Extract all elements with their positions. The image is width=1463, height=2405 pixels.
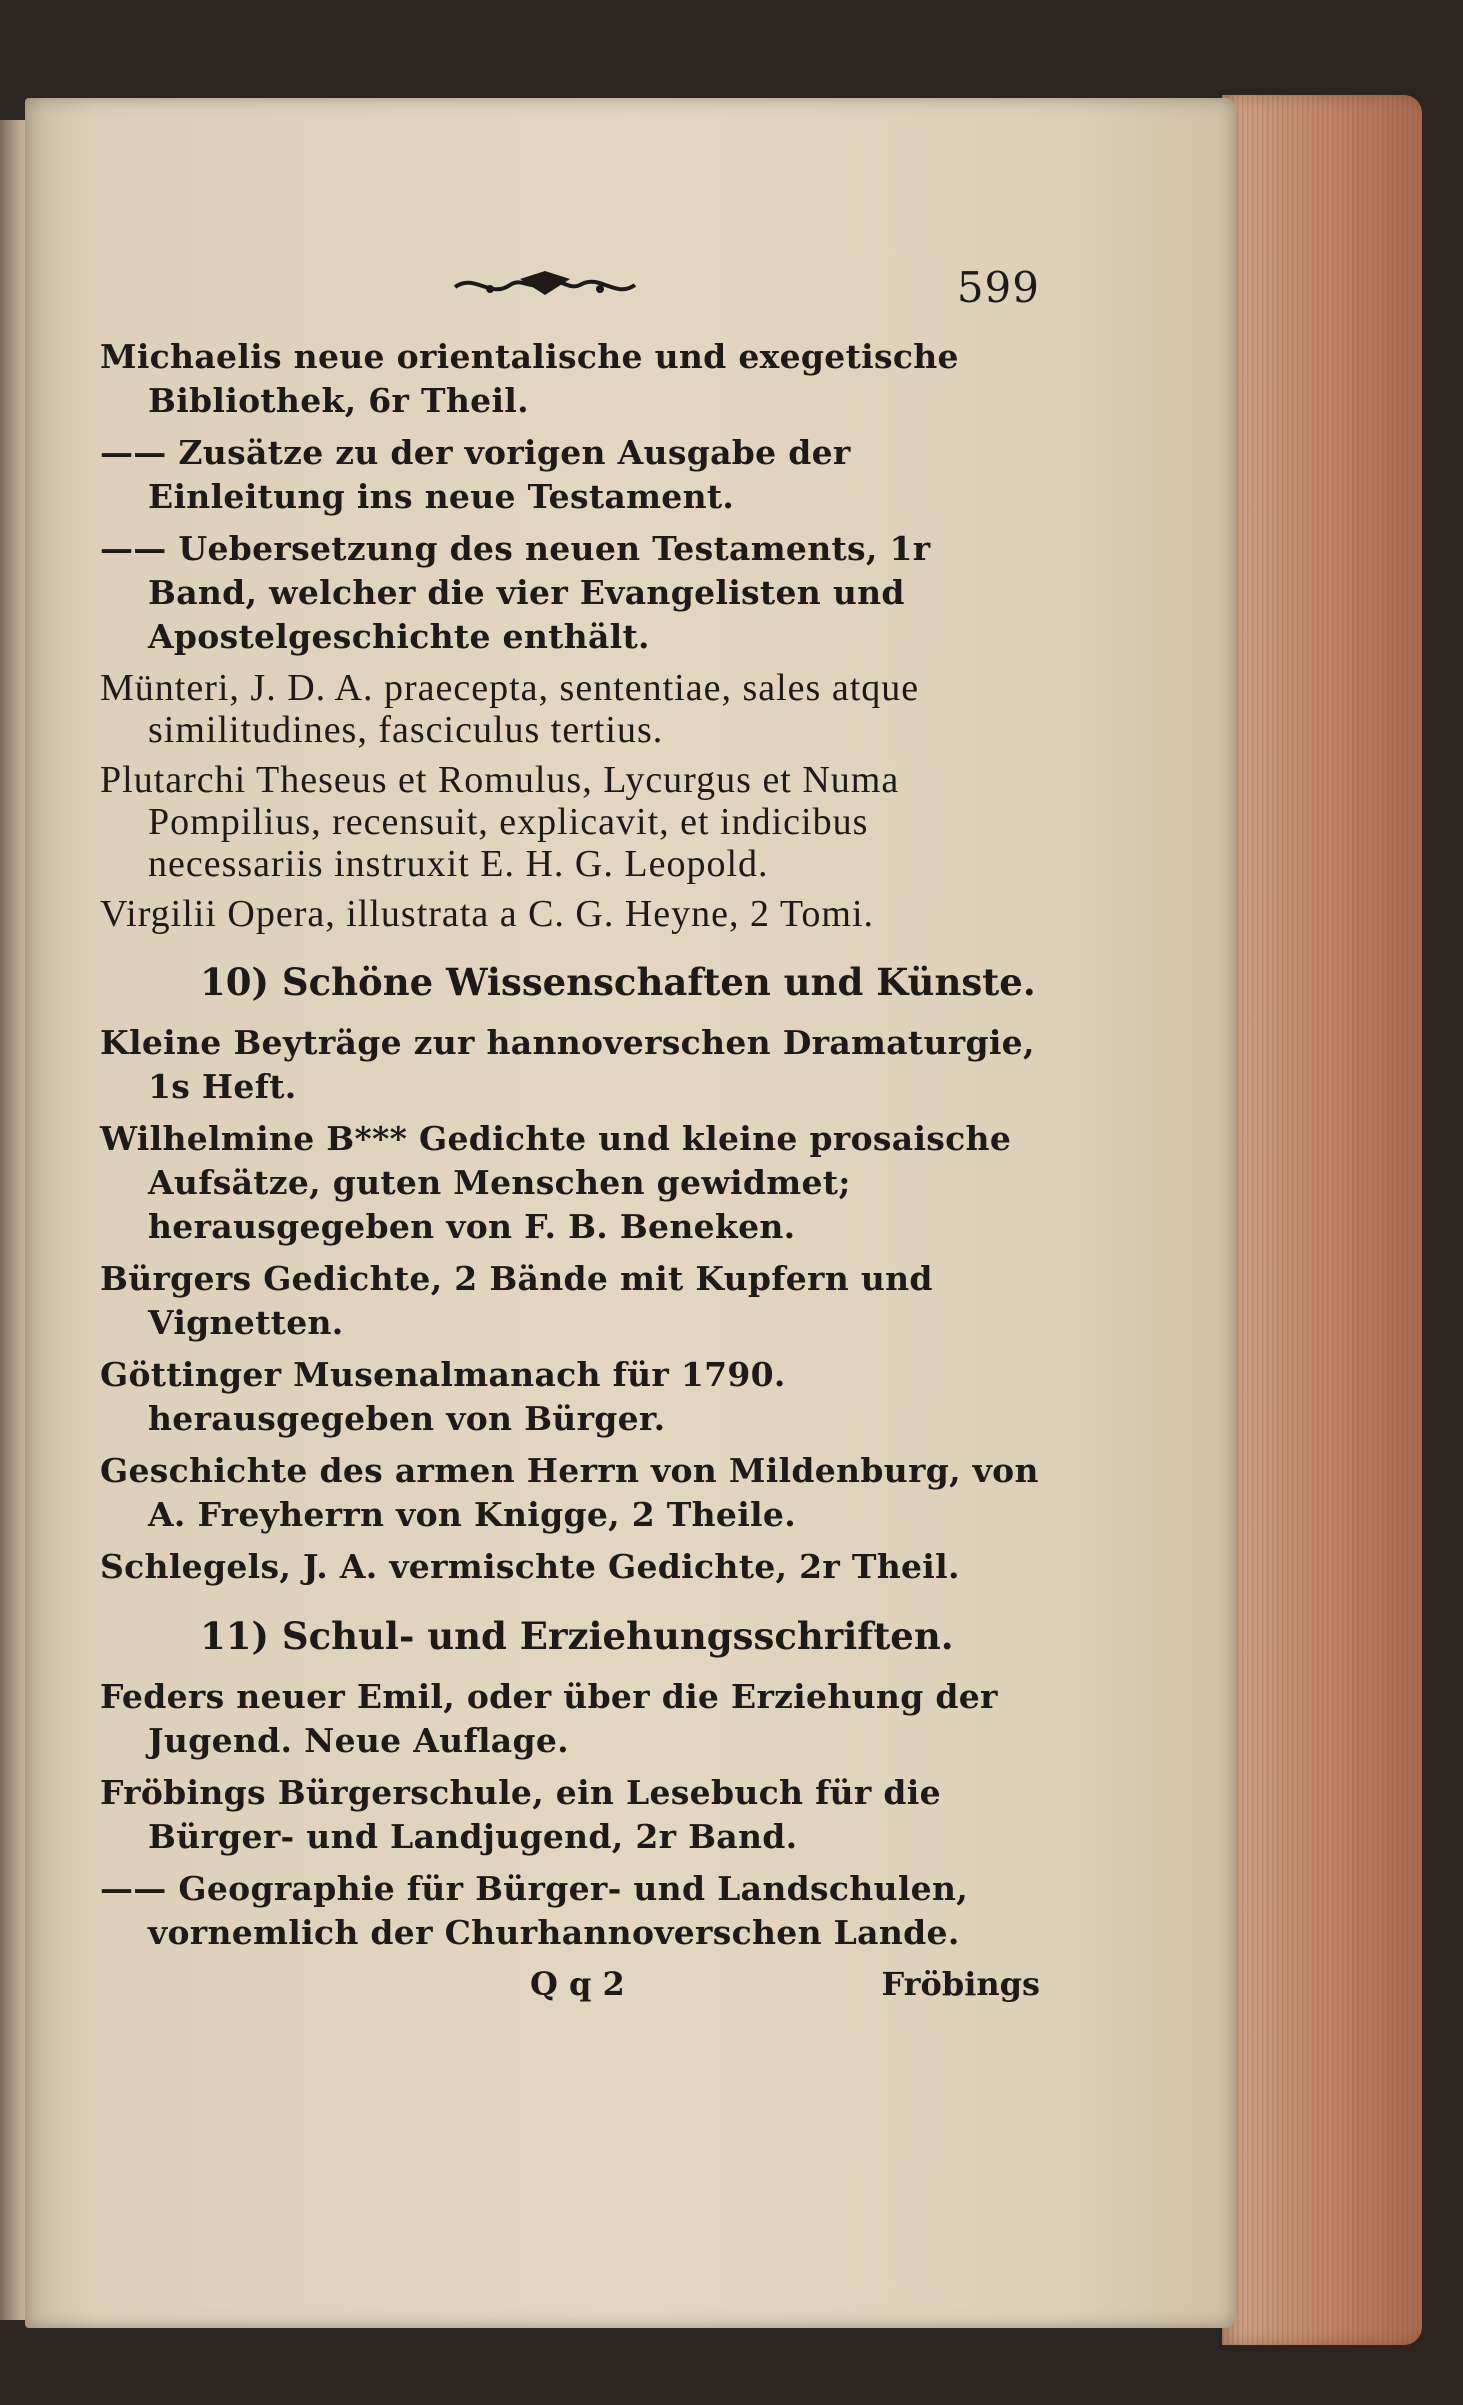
book-entry: Göttinger Musenalmanach für 1790. herausgegeben von Bürger. <box>100 1355 786 1438</box>
book-entry: Kleine Beyträge zur hannoverschen Dramaturgie, 1s Heft. <box>100 1023 1035 1106</box>
page-header <box>100 255 1040 335</box>
book-entry: Fröbings Bürgerschule, ein Lesebuch für die Bürger- und Landjugend, 2r Band. <box>100 1773 941 1856</box>
book-entry: Schlegels, J. A. vermischte Gedichte, 2r Theil. <box>100 1547 960 1586</box>
book-fore-edge <box>1222 95 1422 2345</box>
signature-mark: Q q 2 <box>530 1965 625 2003</box>
header-ornament-icon <box>450 265 640 305</box>
book-entry: Wilhelmine B*** Gedichte und kleine prosaische Aufsätze, guten Menschen gewidmet; herausgegeben von F. B. Beneken. <box>100 1119 1012 1246</box>
page-text <box>100 255 1040 2015</box>
page-footer <box>100 1965 1040 2015</box>
catchword: Fröbings <box>881 1965 1040 2003</box>
section-heading: 10) Schöne Wissenschaften und Künste. <box>200 960 1036 1004</box>
book-entry-latin: Virgilii Opera, illustrata a C. G. Heyne, 2 Tomi. <box>100 893 875 935</box>
book-entry: —— Zusätze zu der vorigen Ausgabe der Einleitung ins neue Testament. <box>100 433 851 516</box>
page-number: 599 <box>956 263 1040 312</box>
book-entry: Geschichte des armen Herrn von Mildenburg, von A. Freyherrn von Knigge, 2 Theile. <box>100 1451 1039 1534</box>
section-heading: 11) Schul- und Erziehungsschriften. <box>200 1614 954 1658</box>
book-entry: —— Geographie für Bürger- und Landschulen, vornemlich der Churhannoverschen Lande. <box>100 1869 969 1952</box>
book-entry-latin: Münteri, J. D. A. praecepta, sententiae, sales atque similitudines, fasciculus tertius. <box>100 667 920 751</box>
book-entry: Bürgers Gedichte, 2 Bände mit Kupfern und Vignetten. <box>100 1259 933 1342</box>
book-entry: —— Uebersetzung des neuen Testaments, 1r Band, welcher die vier Evangelisten und Apostelgeschichte enthält. <box>100 529 931 656</box>
book-entry-latin: Plutarchi Theseus et Romulus, Lycurgus et Numa Pompilius, recensuit, explicavit, et indicibus necessariis instruxit E. H. G. Leopold. <box>100 759 900 885</box>
book-entry: Feders neuer Emil, oder über die Erziehung der Jugend. Neue Auflage. <box>100 1677 998 1760</box>
book-entry: Michaelis neue orientalische und exegetische Bibliothek, 6r Theil. <box>100 337 959 420</box>
